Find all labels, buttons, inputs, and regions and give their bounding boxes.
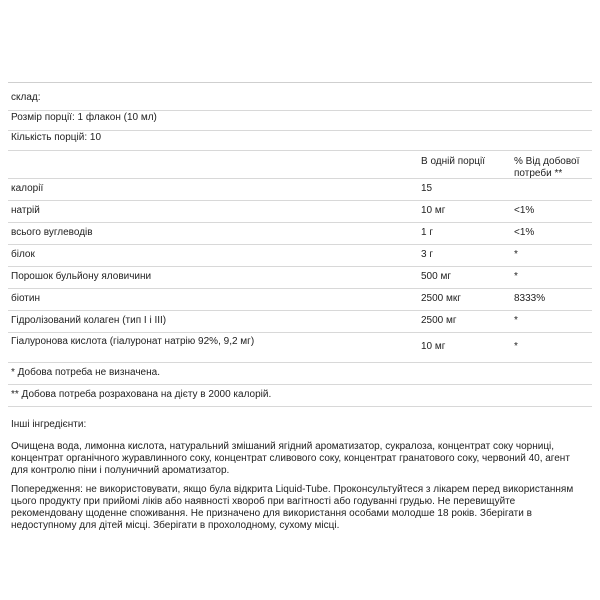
warning-text: Попередження: не використовувати, якщо була відкрита Liquid-Tube. Проконсультуйтеся з лікарем перед використанням цього продукту при прийомі ліків або наявності хвороб при вагітності або годуванні грудью. Не перевищуйте рекомендовану щоденне споживання. Не призначено для використання особами молодше 18 років. Зберігати в недоступному для дітей місці. Зберігати в прохолодному, сухому місці. [11,484,574,531]
nutrient-name: натрій [11,205,40,216]
nutrient-name: Порошок бульйону яловичини [11,271,152,282]
nutrient-name: Гідролізований колаген (тип I і III) [11,315,167,326]
top-divider [8,82,592,83]
daily-value-header: % Від добової потреби ** [514,156,580,179]
nutrient-dv: * [514,249,518,260]
nutrient-name: біотин [11,293,40,304]
nutrient-amount: 1 г [421,227,433,238]
other-ingredients-text: Очищена вода, лимонна кислота, натуральний змішаний ягідний ароматизатор, сукралоза, концентрат соку чорниці, концентрат органічного журавлинного соку, концентрат сливового соку, концентрат гранатового соку, червоний 40, агент для контролю піни і полуничний ароматизатор. [11,441,570,476]
servings-row [8,130,592,151]
nutrient-name: білок [11,249,35,260]
nutrient-name: всього вуглеводів [11,227,93,238]
amount-header: В одній порції [421,156,485,167]
table-row [8,244,592,267]
servings: Кількість порцій: 10 [11,132,102,143]
footnote-not-established: * Добова потреба не визначена. [11,367,160,378]
nutrient-dv: * [514,315,518,326]
nutrient-amount: 2500 мг [421,315,457,326]
nutrient-dv: 8333% [514,293,546,304]
nutrient-dv: <1% [514,205,535,216]
supplement-facts-table [8,90,592,440]
table-row [8,266,592,289]
table-row [8,200,592,223]
table-row [8,332,592,363]
other-ingredients-title: Інші інгредієнти: [11,419,87,430]
table-title-row [8,90,592,111]
nutrient-amount: 2500 мкг [421,293,461,304]
table-title: склад: [11,92,41,103]
nutrient-amount: 10 мг [421,205,446,216]
nutrient-name: Гіалуронова кислота (гіалуронат натрію 92%, 9,2 мг) [11,336,255,347]
nutrient-amount: 500 мг [421,271,451,282]
nutrient-dv: * [514,341,518,352]
nutrient-dv: <1% [514,227,535,238]
nutrient-amount: 15 [421,183,433,194]
table-row [8,288,592,311]
table-row [8,178,592,201]
nutrient-name: калорії [11,183,44,194]
serving-size: Розмір порції: 1 флакон (10 мл) [11,112,157,123]
table-row [8,222,592,245]
nutrient-amount: 10 мг [421,341,446,352]
table-row [8,310,592,333]
nutrient-dv: * [514,271,518,282]
nutrient-amount: 3 г [421,249,433,260]
table-header-row [8,150,592,179]
footnote-row [8,384,592,407]
serving-size-row [8,110,592,131]
footnote-row [8,362,592,385]
footnote-daily-value-basis: ** Добова потреба розрахована на дієту в 2000 калорій. [11,389,272,400]
